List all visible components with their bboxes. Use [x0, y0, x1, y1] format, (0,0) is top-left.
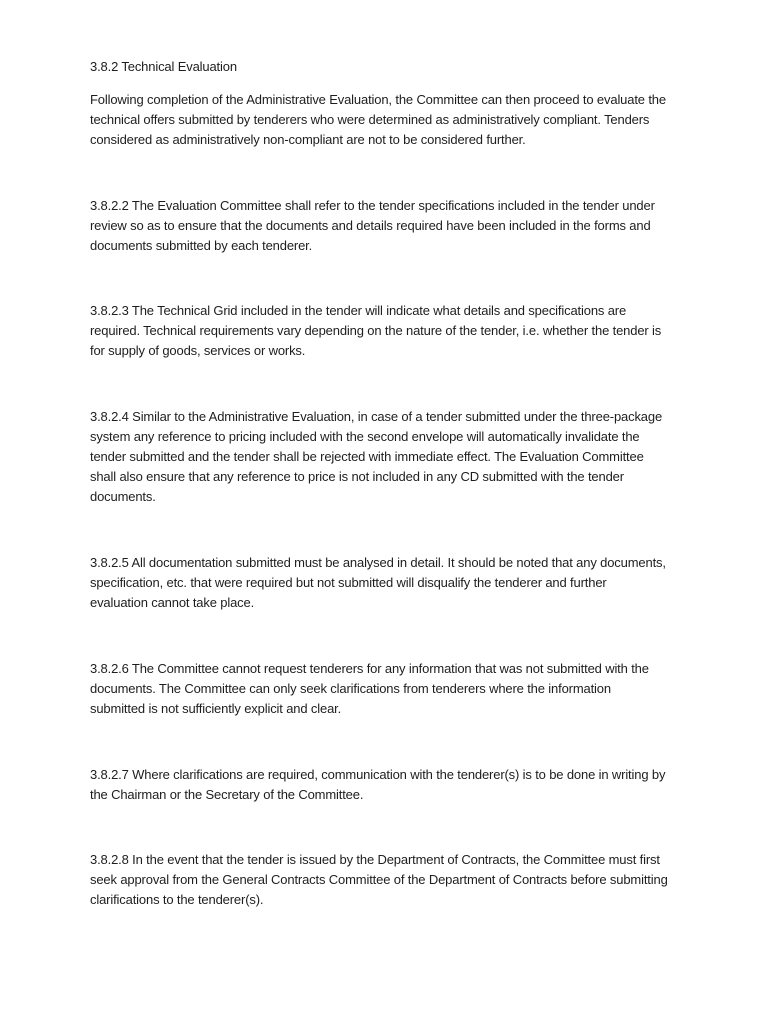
paragraph-3-8-2-3-line-2: required. Technical requirements vary depending on the nature of the tender, i.e. whether the tender is	[90, 323, 662, 338]
paragraph-3-8-2-6-line-3: submitted is not sufficiently explicit and clear.	[90, 701, 342, 716]
paragraph-3-8-2-3-line-1: 3.8.2.3 The Technical Grid included in the tender will indicate what details and specifications are	[90, 303, 627, 318]
paragraph-3-8-2-8-line-2: seek approval from the General Contracts Committee of the Department of Contracts before submitting	[90, 872, 668, 887]
paragraph-intro-line-2: technical offers submitted by tenderers who were determined as administratively compliant. Tenders	[90, 112, 650, 127]
paragraph-3-8-2-6-line-2: documents. The Committee can only seek clarifications from tenderers where the information	[90, 681, 611, 696]
paragraph-3-8-2-7-line-2: the Chairman or the Secretary of the Committee.	[90, 787, 364, 802]
paragraph-3-8-2-4-line-4: shall also ensure that any reference to price is not included in any CD submitted with the tender	[90, 469, 624, 484]
paragraph-intro-line-3: considered as administratively non-compliant are not to be considered further.	[90, 132, 526, 147]
paragraph-intro-line-1: Following completion of the Administrative Evaluation, the Committee can then proceed to evaluate the	[90, 92, 666, 107]
paragraph-3-8-2-4-line-5: documents.	[90, 489, 156, 504]
section-heading: 3.8.2 Technical Evaluation	[90, 59, 237, 74]
paragraph-3-8-2-3-line-3: for supply of goods, services or works.	[90, 343, 306, 358]
paragraph-3-8-2-4-line-3: tender submitted and the tender shall be rejected with immediate effect. The Evaluation Committee	[90, 449, 644, 464]
paragraph-3-8-2-8-line-3: clarifications to the tenderer(s).	[90, 892, 264, 907]
paragraph-3-8-2-2-line-2: review so as to ensure that the documents and details required have been included in the forms and	[90, 218, 651, 233]
paragraph-3-8-2-5-line-1: 3.8.2.5 All documentation submitted must be analysed in detail. It should be noted that any documents,	[90, 555, 666, 570]
paragraph-3-8-2-5-line-2: specification, etc. that were required but not submitted will disqualify the tenderer and further	[90, 575, 607, 590]
paragraph-3-8-2-6-line-1: 3.8.2.6 The Committee cannot request tenderers for any information that was not submitted with the	[90, 661, 649, 676]
paragraph-3-8-2-5-line-3: evaluation cannot take place.	[90, 595, 255, 610]
paragraph-3-8-2-4-line-1: 3.8.2.4 Similar to the Administrative Evaluation, in case of a tender submitted under the three-package	[90, 409, 663, 424]
paragraph-3-8-2-7-line-1: 3.8.2.7 Where clarifications are required, communication with the tenderer(s) is to be done in writing by	[90, 767, 666, 782]
paragraph-3-8-2-2-line-3: documents submitted by each tenderer.	[90, 238, 313, 253]
paragraph-3-8-2-8-line-1: 3.8.2.8 In the event that the tender is issued by the Department of Contracts, the Committee must first	[90, 852, 660, 867]
paragraph-3-8-2-2-line-1: 3.8.2.2 The Evaluation Committee shall refer to the tender specifications included in the tender under	[90, 198, 655, 213]
paragraph-3-8-2-4-line-2: system any reference to pricing included with the second envelope will automatically invalidate the	[90, 429, 640, 444]
